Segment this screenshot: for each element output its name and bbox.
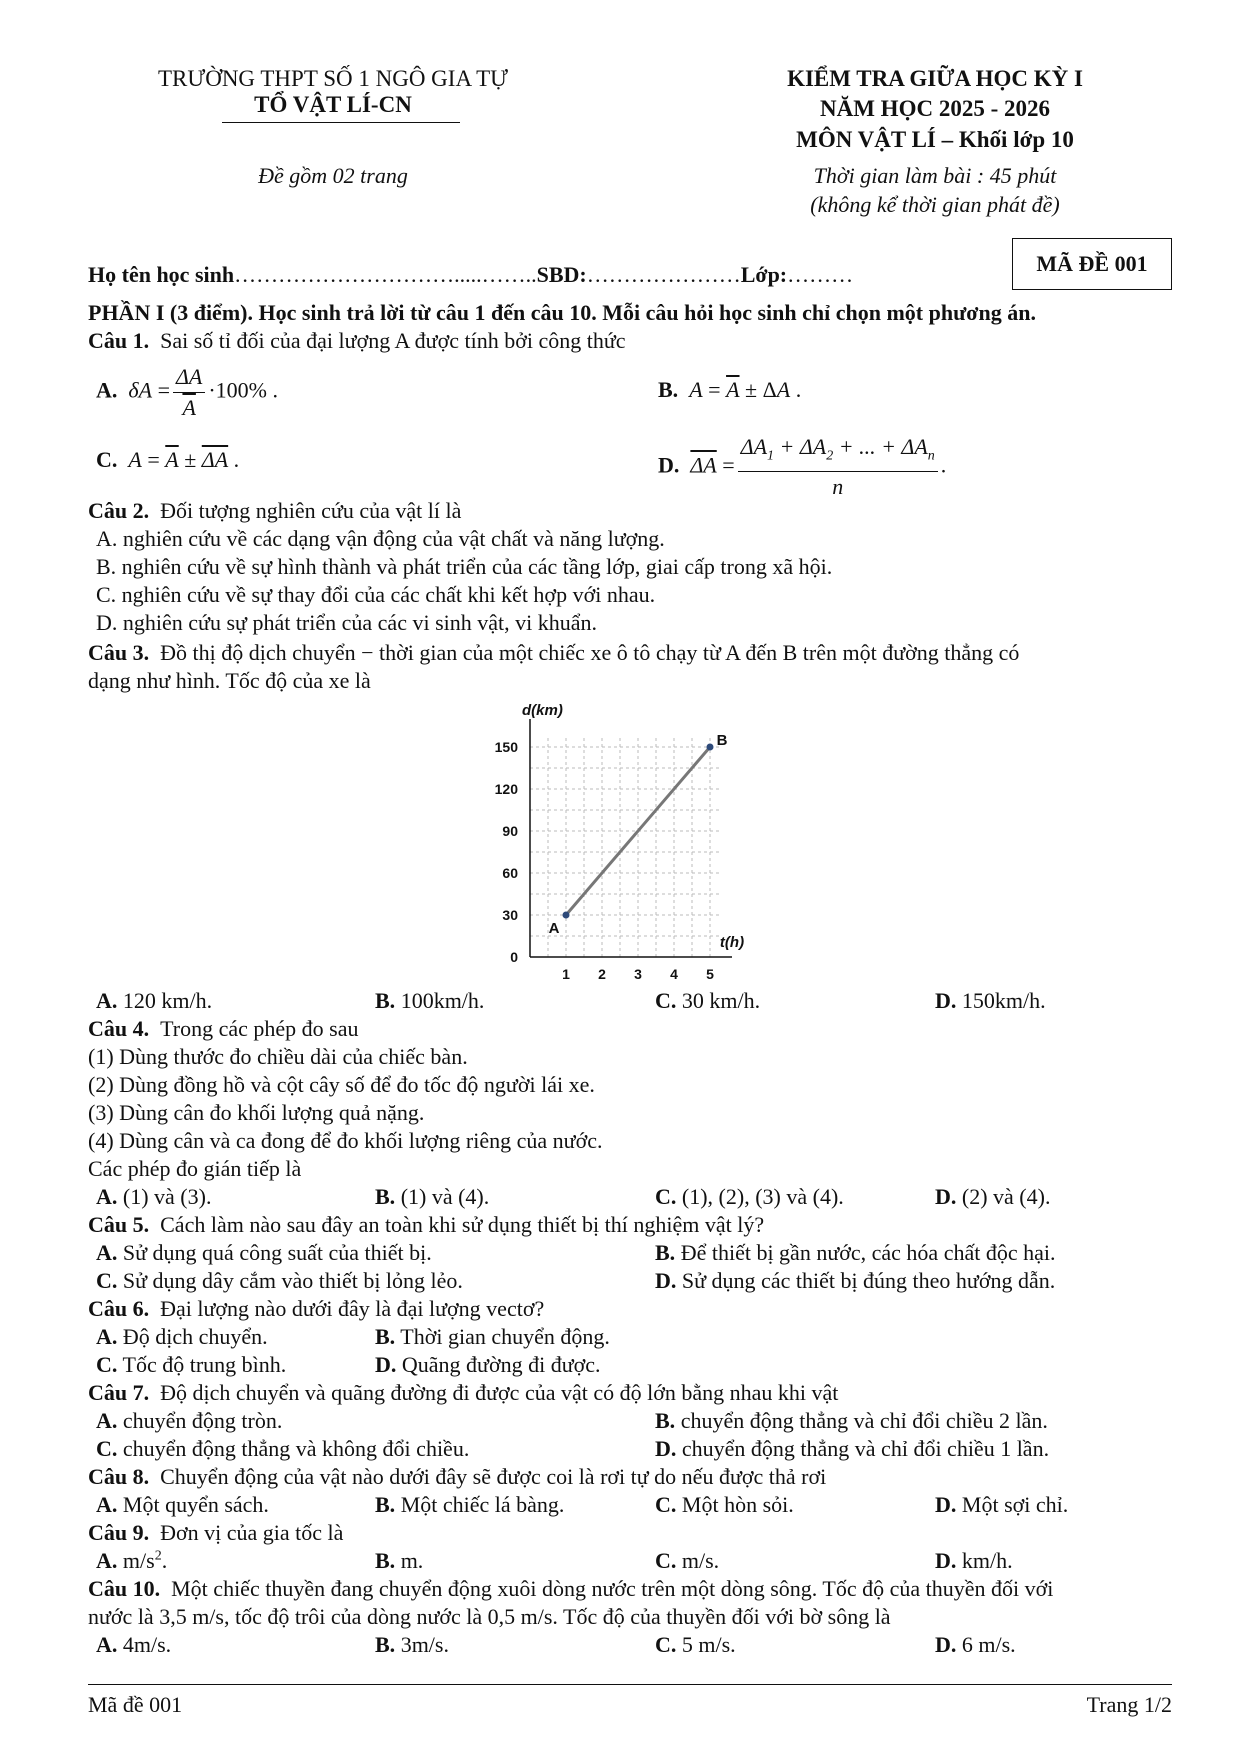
subject-line: MÔN VẬT LÍ – Khối lớp 10 [796,127,1074,152]
q9-option-c[interactable]: C. m/s. [655,1548,720,1573]
option-letter: A. [96,1240,118,1265]
option-letter: B. [655,1240,676,1265]
option-letter: C. [96,447,118,472]
option-letter: B. [375,1548,396,1573]
question-2 [88,498,461,524]
footer-divider [88,1684,1172,1685]
q6-option-b[interactable]: B. Thời gian chuyển động. [375,1324,610,1349]
q4-item-4: (4) Dùng cân và ca đong để đo khối lượng riêng của nước. [88,1128,603,1153]
q9-option-d[interactable]: D. km/h. [935,1548,1013,1573]
q6-option-d[interactable]: D. Quãng đường đi được. [375,1352,601,1377]
option-letter: D. [935,1632,957,1657]
time-note: (không kể thời gian phát đề) [810,192,1060,217]
question-7 [88,1380,838,1406]
x-axis-label: t(h) [719,934,745,951]
option-letter: C. [655,1548,677,1573]
y-tick-label: 30 [502,907,518,923]
question-10-cont: nước là 3,5 m/s, tốc độ trôi của dòng nước là 0,5 m/s. Tốc độ của thuyền đối với bờ sông là [88,1604,891,1629]
option-letter: B. [375,1632,396,1657]
y-tick-label: 120 [494,781,518,797]
q3-option-c[interactable]: C. 30 km/h. [655,988,761,1013]
q8-option-a[interactable]: A. Một quyển sách. [96,1492,269,1517]
option-letter: C. [655,1492,677,1517]
question-label: Câu 8. [88,1464,150,1489]
option-letter: B. [375,1492,396,1517]
question-10 [88,1576,1053,1602]
option-letter: A. [96,1492,118,1517]
option-letter: B. [655,1408,676,1433]
question-4 [88,1016,359,1042]
option-letter: D. [935,988,957,1013]
q2-option-c[interactable]: C. nghiên cứu về sự thay đổi của các chất khi kết hợp với nhau. [96,582,656,607]
q1-option-b[interactable]: B. $A = \overline{A} \pm \Delta A$ . [658,377,802,402]
option-letter: D. [935,1548,957,1573]
option-letter: C. [655,988,677,1013]
data-point-a [563,912,570,919]
q10-option-a[interactable]: A. 4m/s. [96,1632,172,1657]
option-letter: C. [655,1632,677,1657]
question-label: Câu 7. [88,1380,150,1405]
part1-header: PHẦN I (3 điểm). Học sinh trả lời từ câu 1 đến câu 10. Mỗi câu hỏi học sinh chỉ chọn một phương án. [88,300,1036,325]
option-letter: C. [655,1184,677,1209]
y-tick-label: 90 [502,823,518,839]
option-letter: D. [655,1268,677,1293]
point-label: B [716,732,728,749]
sbd-label: SBD: [536,262,587,287]
q7-option-c[interactable]: C. chuyển động thẳng và không đổi chiều. [96,1436,470,1461]
option-letter: D. [935,1184,957,1209]
question-text: Một chiếc thuyền đang chuyển động xuôi dòng nước trên một dòng sông. Tốc độ của thuyền đối với [171,1576,1054,1601]
q4-option-d[interactable]: D. (2) và (4). [935,1184,1051,1209]
question-text: Độ dịch chuyển và quãng đường đi được của vật có độ lớn bằng nhau khi vật [160,1380,839,1405]
q8-option-c[interactable]: C. Một hòn sỏi. [655,1492,794,1517]
q7-option-a[interactable]: A. chuyển động tròn. [96,1408,283,1433]
option-letter: A. [96,377,118,403]
question-9 [88,1520,343,1546]
header-divider [222,122,460,123]
x-tick-label: 5 [706,966,714,982]
option-letter: B. [658,377,679,402]
q3-option-b[interactable]: B. 100km/h. [375,988,485,1013]
school-year: NĂM HỌC 2025 - 2026 [820,96,1050,121]
option-letter: A. [96,1548,118,1573]
q5-option-d[interactable]: D. Sử dụng các thiết bị đúng theo hướng dẫn. [655,1268,1056,1293]
y-axis-label: d(km) [522,702,563,719]
q7-option-d[interactable]: D. chuyển động thẳng và chỉ đổi chiều 1 lần. [655,1436,1050,1461]
question-5 [88,1212,764,1238]
option-letter: A. [96,1184,118,1209]
y-tick-label: 0 [510,949,518,965]
q9-option-b[interactable]: B. m. [375,1548,424,1573]
question-text: Cách làm nào sau đây an toàn khi sử dụng thiết bị thí nghiệm vật lý? [160,1212,765,1237]
question-label: Câu 2. [88,498,150,523]
name-field[interactable]: ………………………….....…….. [234,262,537,287]
option-letter: D. [375,1352,397,1377]
question-label: Câu 5. [88,1212,150,1237]
q7-option-b[interactable]: B. chuyển động thẳng và chỉ đổi chiều 2 lần. [655,1408,1048,1433]
q8-option-d[interactable]: D. Một sợi chỉ. [935,1492,1069,1517]
question-text: Đồ thị độ dịch chuyển − thời gian của một chiếc xe ô tô chạy từ A đến B trên một đường thẳng có [160,640,1020,665]
q1-option-a[interactable]: A. δA = $\frac{\Delta A}{A}$ ·100% . [96,364,278,420]
displacement-time-chart [470,695,800,985]
footer-page-number: Trang 1/2 [1086,1692,1172,1717]
exam-title: KIỂM TRA GIỮA HỌC KỲ I [787,66,1083,91]
q4-option-c[interactable]: C. (1), (2), (3) và (4). [655,1184,844,1209]
q9-option-a[interactable]: A. $m/s^2$. [96,1548,168,1573]
y-tick-label: 150 [494,739,518,755]
q3-option-a[interactable]: A. 120 km/h. [96,988,213,1013]
question-label: Câu 3. [88,640,150,665]
footer-exam-code: Mã đề 001 [88,1692,183,1717]
q2-option-d[interactable]: D. nghiên cứu sự phát triển của các vi sinh vật, vi khuẩn. [96,610,597,635]
q10-option-d[interactable]: D. 6 m/s. [935,1632,1016,1657]
question-8 [88,1464,826,1490]
pages-note: Đề gồm 02 trang [258,163,408,188]
question-3 [88,640,1019,666]
class-field[interactable]: ……… [787,262,854,287]
q10-option-c[interactable]: C. 5 m/s. [655,1632,736,1657]
q5-option-b[interactable]: B. Để thiết bị gần nước, các hóa chất độc hại. [655,1240,1056,1265]
exam-code-box: MÃ ĐỀ 001 [1012,238,1172,290]
x-tick-label: 4 [670,966,678,982]
department-name: TỔ VẬT LÍ-CN [254,92,412,117]
q8-option-b[interactable]: B. Một chiếc lá bàng. [375,1492,565,1517]
option-letter: B. [375,1184,396,1209]
q4-item-3: (3) Dùng cân đo khối lượng quả nặng. [88,1100,425,1125]
q10-option-b[interactable]: B. 3m/s. [375,1632,449,1657]
question-label: Câu 4. [88,1016,150,1041]
student-info-line [88,262,853,288]
option-letter: D. [655,1436,677,1461]
option-letter: B. [375,1324,396,1349]
q5-option-a[interactable]: A. Sử dụng quá công suất của thiết bị. [96,1240,432,1265]
q4-tail: Các phép đo gián tiếp là [88,1156,302,1181]
q4-option-a[interactable]: A. (1) và (3). [96,1184,212,1209]
question-text: Đại lượng nào dưới đây là đại lượng vectơ? [160,1296,545,1321]
school-name: TRƯỜNG THPT SỐ 1 NGÔ GIA TỰ [157,66,509,91]
point-label: A [548,920,560,937]
question-3-cont: dạng như hình. Tốc độ của xe là [88,668,371,693]
q4-item-1: (1) Dùng thước đo chiều dài của chiếc bàn. [88,1044,468,1069]
q3-option-d[interactable]: D. 150km/h. [935,988,1046,1013]
data-point-b [707,744,714,751]
option-letter: D. [658,452,680,478]
question-label: Câu 1. [88,328,150,353]
q4-option-b[interactable]: B. (1) và (4). [375,1184,490,1209]
option-letter: D. [935,1492,957,1517]
option-letter: C. [96,1436,118,1461]
x-tick-label: 3 [634,966,642,982]
time-line: Thời gian làm bài : 45 phút [813,163,1057,188]
name-label: Họ tên học sinh [88,262,235,287]
q2-option-b[interactable]: B. nghiên cứu về sự hình thành và phát triển của các tầng lớp, giai cấp trong xã hội. [96,554,833,579]
option-letter: A. [96,1324,118,1349]
option-letter: A. [96,1632,118,1657]
question-text: Sai số tỉ đối của đại lượng A được tính bởi công thức [160,328,626,353]
question-text: Chuyển động của vật nào dưới đây sẽ được coi là rơi tự do nếu được thả rơi [160,1464,827,1489]
option-letter: A. [96,1408,118,1433]
x-tick-label: 2 [598,966,606,982]
q5-option-c[interactable]: C. Sử dụng dây cắm vào thiết bị lỏng lẻo. [96,1268,463,1293]
question-label: Câu 10. [88,1576,161,1601]
q4-item-2: (2) Dùng đồng hồ và cột cây số để đo tốc độ người lái xe. [88,1072,595,1097]
q2-option-a[interactable]: A. nghiên cứu về các dạng vận động của vật chất và năng lượng. [96,526,665,551]
q6-option-a[interactable]: A. Độ dịch chuyển. [96,1324,268,1349]
option-letter: A. [96,988,118,1013]
y-tick-label: 60 [502,865,518,881]
q6-option-c[interactable]: C. Tốc độ trung bình. [96,1352,287,1377]
class-label: Lớp: [740,262,788,287]
question-text: Đơn vị của gia tốc là [160,1520,344,1545]
question-label: Câu 9. [88,1520,150,1545]
question-text: Trong các phép đo sau [160,1016,359,1041]
q1-option-d[interactable]: D. $\overline{\Delta A}$ = $\frac{\Delta A_1 + \Delta A_2 + ... + \Delta A_n}{n}$ . [658,434,947,500]
question-6 [88,1296,544,1322]
q1-option-c[interactable]: C. $A = \overline{A} \pm \overline{\Delta A}$ . [96,447,240,472]
question-text: Đối tượng nghiên cứu của vật lí là [160,498,462,523]
question-1 [88,328,626,354]
question-label: Câu 6. [88,1296,150,1321]
option-letter: B. [375,988,396,1013]
sbd-field[interactable]: ………………… [586,262,741,287]
option-letter: C. [96,1352,118,1377]
x-tick-label: 1 [562,966,570,982]
option-letter: C. [96,1268,118,1293]
